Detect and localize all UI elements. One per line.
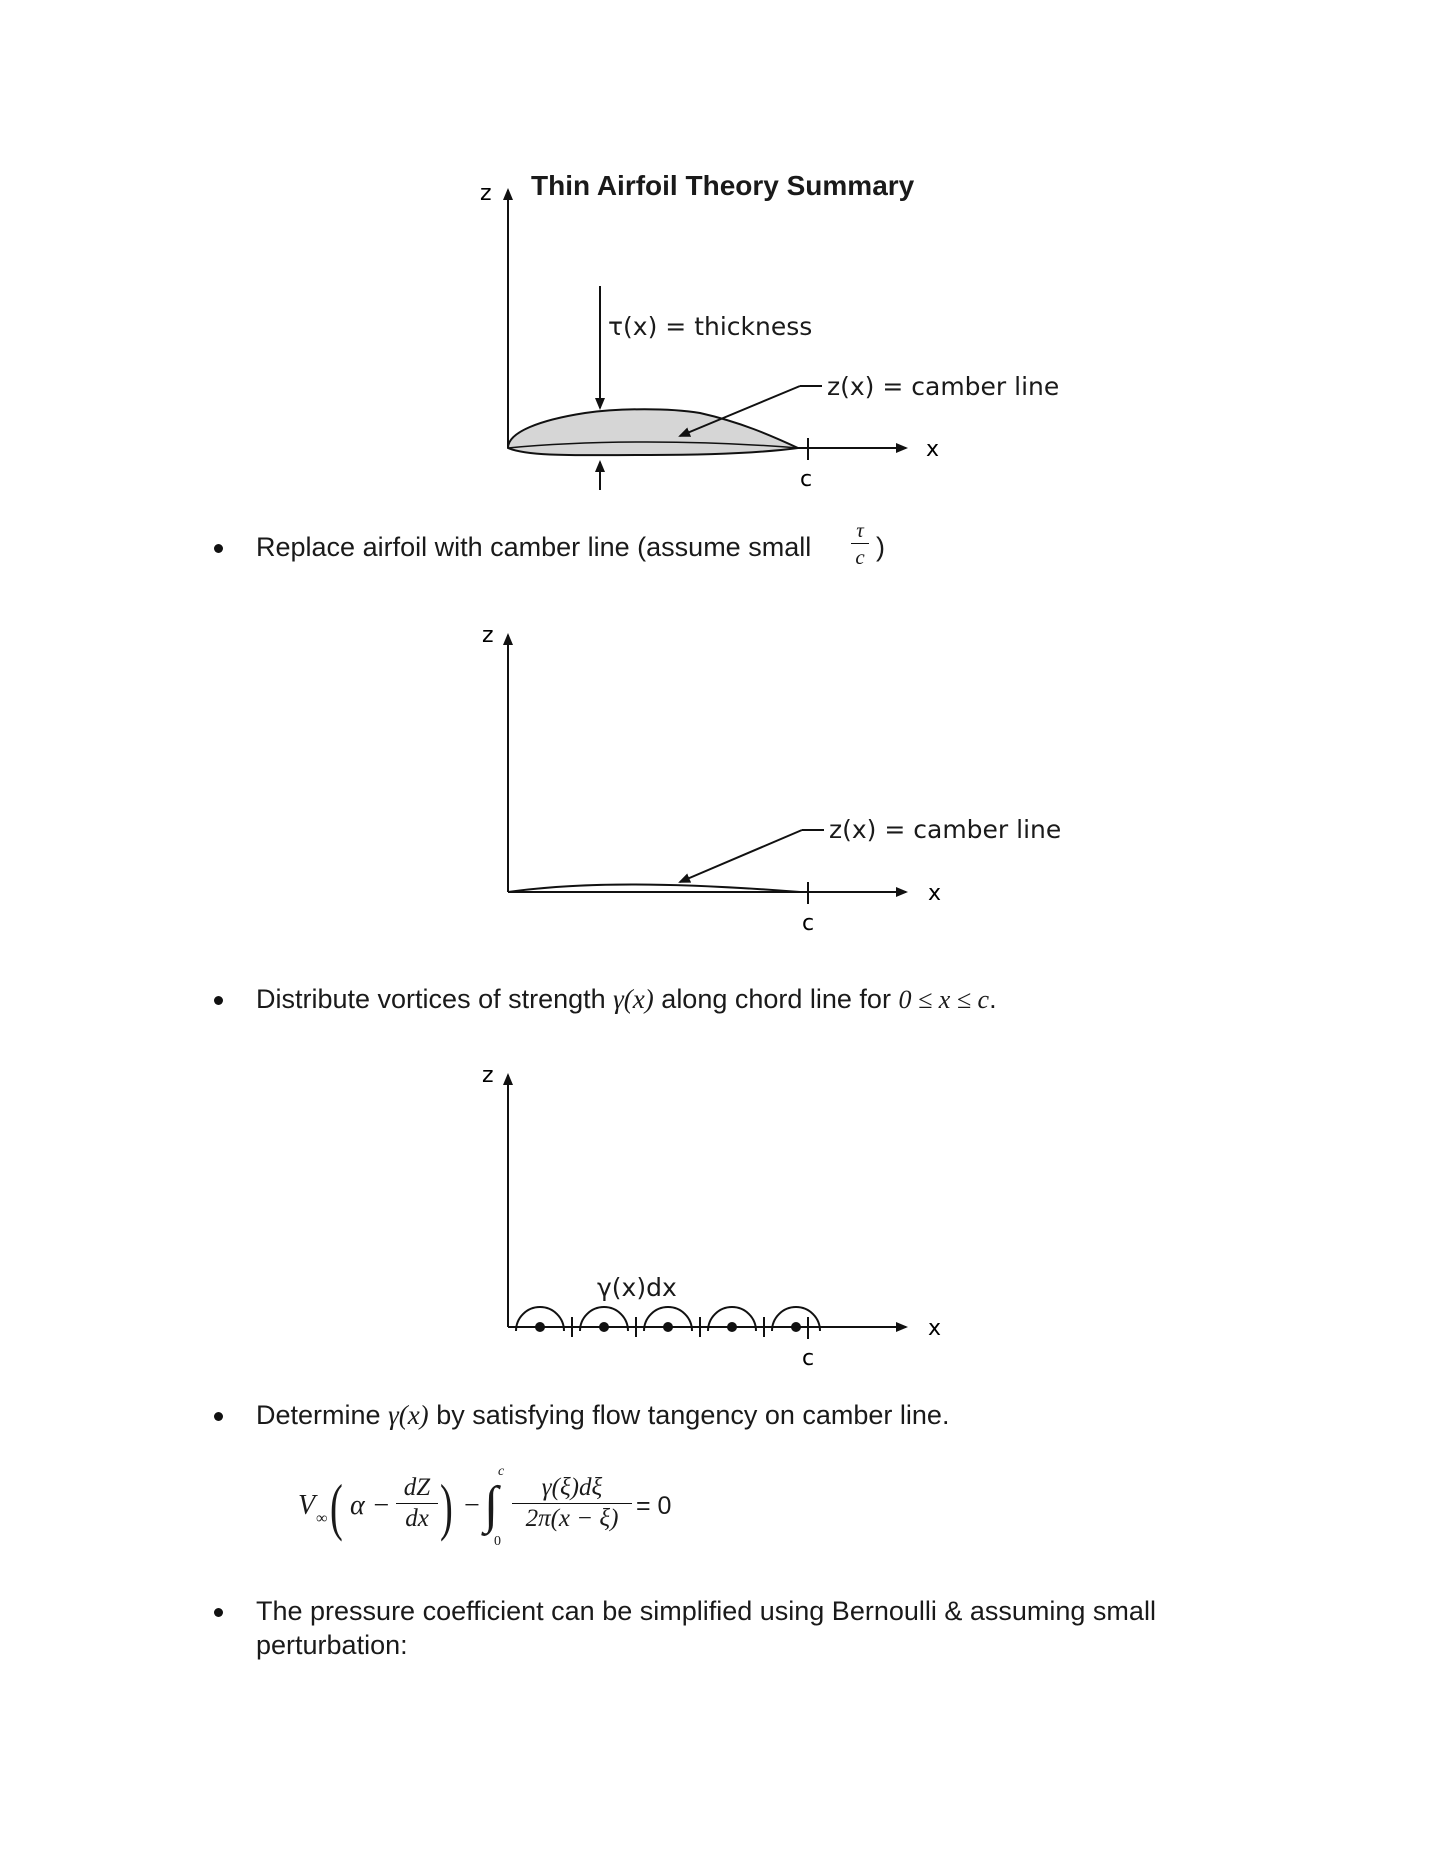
x-axis-label: x (926, 437, 940, 462)
eq-frac-bar-1 (396, 1503, 438, 1504)
eq-int-upper: c (498, 1464, 505, 1479)
eq-main-fraction (512, 1474, 632, 1533)
bullet-2-mid: along chord line for (661, 984, 891, 1014)
z-axis-label: z (482, 623, 494, 648)
chord-range: 0 ≤ x ≤ c (898, 985, 990, 1014)
bullet-2-dot (214, 996, 223, 1005)
bullet-3-post: by satisfying flow tangency on camber line. (436, 1400, 950, 1430)
tau-over-c-fraction (849, 519, 871, 568)
eq-left-paren: ( (330, 1471, 343, 1542)
camber-leader (680, 830, 802, 882)
bullet-3-text (256, 1398, 949, 1432)
vortex-strength-label: γ(x)dx (597, 1273, 677, 1302)
chord-label: c (800, 467, 813, 490)
vortex-center (727, 1322, 737, 1332)
eq-dx: dx (405, 1505, 429, 1532)
eq-integral-sign: ∫ (484, 1477, 499, 1534)
fraction-numerator: τ (856, 518, 864, 542)
page-title: Thin Airfoil Theory Summary (531, 170, 915, 201)
z-axis-label: z (480, 181, 492, 206)
z-axis-label: z (482, 1063, 494, 1088)
x-axis-label: x (928, 1316, 942, 1341)
eq-dzdx-fraction (396, 1474, 438, 1533)
bullet-1-dot (214, 544, 223, 553)
gamma-of-x: γ(x) (388, 1400, 429, 1430)
bullet-2-pre: Distribute vortices of strength (256, 984, 606, 1014)
thickness-label: τ(x) = thickness (608, 312, 813, 341)
bullet-4-line-2: perturbation: (256, 1630, 408, 1660)
eq-v: V (298, 1490, 316, 1521)
eq-v-sub: ∞ (316, 1510, 328, 1527)
bullet-1-body: Replace airfoil with camber line (assume small (256, 532, 812, 562)
eq-frac-bar-2 (512, 1503, 632, 1504)
eq-denominator: 2π(x − ξ) (525, 1505, 619, 1532)
camber-line (508, 885, 800, 893)
bullet-2-text (256, 982, 997, 1017)
bullet-3-pre: Determine (256, 1400, 381, 1430)
fraction-bar (851, 543, 869, 544)
eq-int-lower: 0 (494, 1534, 501, 1549)
bullet-4-dot (214, 1608, 223, 1617)
bullet-3-dot (214, 1412, 223, 1421)
airfoil-shape (508, 409, 798, 455)
eq-alpha-minus: α − (350, 1490, 391, 1521)
camber-line-label: z(x) = camber line (829, 815, 1062, 844)
eq-numerator: γ(ξ)dξ (541, 1474, 603, 1501)
vortex-distribution-diagram (470, 1055, 1070, 1375)
fraction-denominator: c (855, 545, 865, 569)
bullet-1-text (256, 530, 811, 564)
vortex-center (791, 1322, 801, 1332)
bullet-1-close: ) (876, 532, 885, 562)
vortex-row (516, 1307, 820, 1337)
eq-minus: − (464, 1490, 480, 1521)
gamma-of-x: γ(x) (613, 984, 654, 1014)
eq-right-paren: ) (440, 1471, 453, 1542)
bullet-2-end: . (989, 984, 997, 1014)
x-axis-label: x (928, 881, 942, 906)
vortex-center (663, 1322, 673, 1332)
flow-tangency-equation (298, 1464, 678, 1552)
chord-label: c (802, 911, 815, 936)
eq-dz: dZ (403, 1474, 431, 1501)
vortex-center (599, 1322, 609, 1332)
eq-equals-zero: = 0 (636, 1492, 672, 1520)
camber-line-diagram (470, 620, 1070, 940)
vortex-center (535, 1322, 545, 1332)
chord-label: c (802, 1346, 815, 1371)
bullet-4-line-1: The pressure coefficient can be simplified using Bernoulli & assuming small (256, 1596, 1156, 1626)
camber-line-label: z(x) = camber line (827, 372, 1060, 401)
